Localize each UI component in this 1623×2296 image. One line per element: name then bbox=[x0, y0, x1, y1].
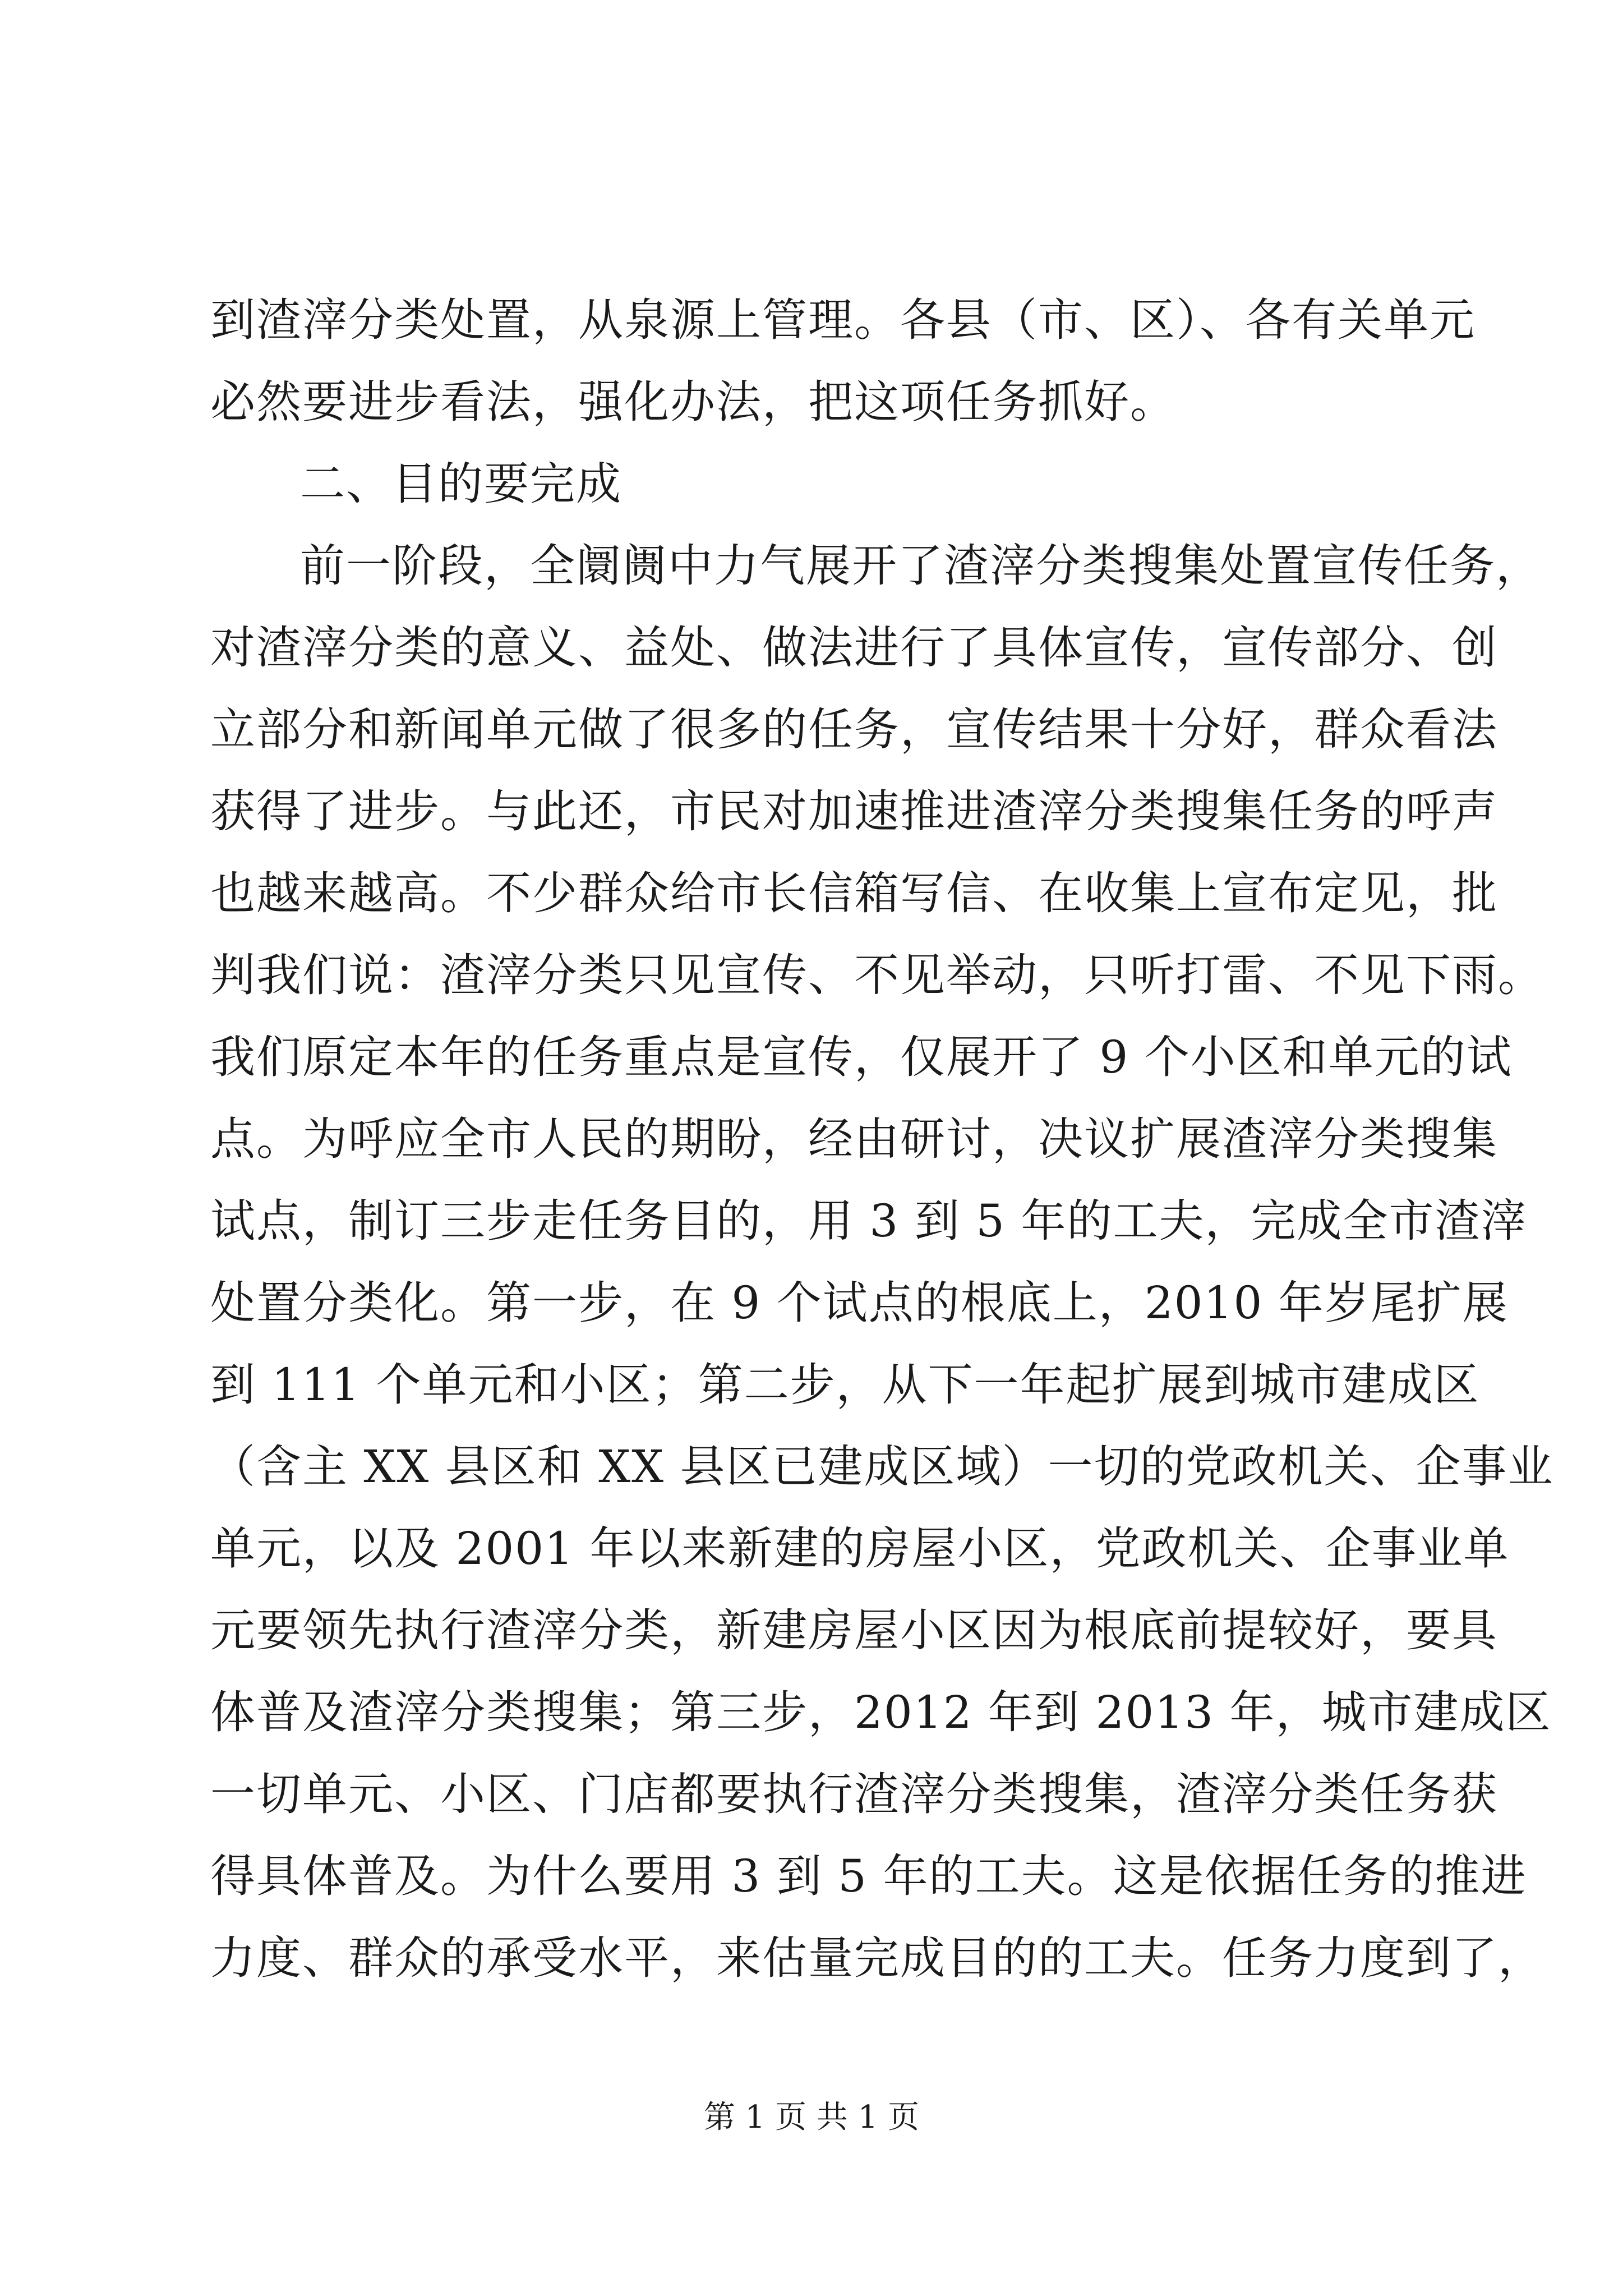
body-line-14: 到 111 个单元和小区；第二步，从下一年起扩展到城市建成区 bbox=[210, 1359, 1480, 1411]
section-heading: 二、目的要完成 bbox=[300, 458, 622, 510]
body-line-16: 单元，以及 2001 年以来新建的房屋小区，党政机关、企事业单 bbox=[210, 1522, 1510, 1575]
body-line-13: 处置分类化。第一步，在 9 个试点的根底上，2010 年岁尾扩展 bbox=[210, 1277, 1509, 1329]
body-line-2: 必然要进步看法，强化办法，把这项任务抓好。 bbox=[210, 376, 1176, 428]
body-line-21: 力度、群众的承受水平，来估量完成目的的工夫。任务力度到了， bbox=[210, 1932, 1544, 1984]
body-line-4: 前一阶段，全阛阓中力气展开了渣滓分类搜集处置宣传任务， bbox=[300, 540, 1542, 592]
body-line-9: 判我们说：渣滓分类只见宣传、不见举动，只听打雷、不见下雨。 bbox=[210, 949, 1544, 1001]
body-line-10: 我们原定本年的任务重点是宣传，仅展开了 9 个小区和单元的试 bbox=[210, 1031, 1513, 1083]
body-line-6: 立部分和新闻单元做了很多的任务，宣传结果十分好，群众看法 bbox=[210, 703, 1498, 756]
body-line-5: 对渣滓分类的意义、益处、做法进行了具体宣传，宣传部分、创 bbox=[210, 622, 1498, 674]
body-line-15: （含主 XX 县区和 XX 县区已建成区域）一切的党政机关、企事业 bbox=[210, 1441, 1554, 1493]
body-line-18: 体普及渣滓分类搜集；第三步，2012 年到 2013 年，城市建成区 bbox=[210, 1686, 1552, 1738]
body-line-8: 也越来越高。不少群众给市长信箱写信、在收集上宣布定见，批 bbox=[210, 867, 1498, 919]
body-line-11: 点。为呼应全市人民的期盼，经由研讨，决议扩展渣滓分类搜集 bbox=[210, 1113, 1498, 1165]
body-line-17: 元要领先执行渣滓分类，新建房屋小区因为根底前提较好，要具 bbox=[210, 1604, 1498, 1657]
body-line-1: 到渣滓分类处置，从泉源上管理。各县（市、区）、各有关单元 bbox=[210, 294, 1476, 346]
body-line-7: 获得了进步。与此还，市民对加速推进渣滓分类搜集任务的呼声 bbox=[210, 785, 1498, 838]
body-line-12: 试点，制订三步走任务目的，用 3 到 5 年的工夫，完成全市渣滓 bbox=[210, 1195, 1527, 1247]
body-line-19: 一切单元、小区、门店都要执行渣滓分类搜集，渣滓分类任务获 bbox=[210, 1768, 1498, 1820]
page-footer: 第 1 页 共 1 页 bbox=[703, 2099, 920, 2136]
document-body bbox=[210, 279, 1554, 1999]
body-line-20: 得具体普及。为什么要用 3 到 5 年的工夫。这是依据任务的推进 bbox=[210, 1850, 1527, 1902]
